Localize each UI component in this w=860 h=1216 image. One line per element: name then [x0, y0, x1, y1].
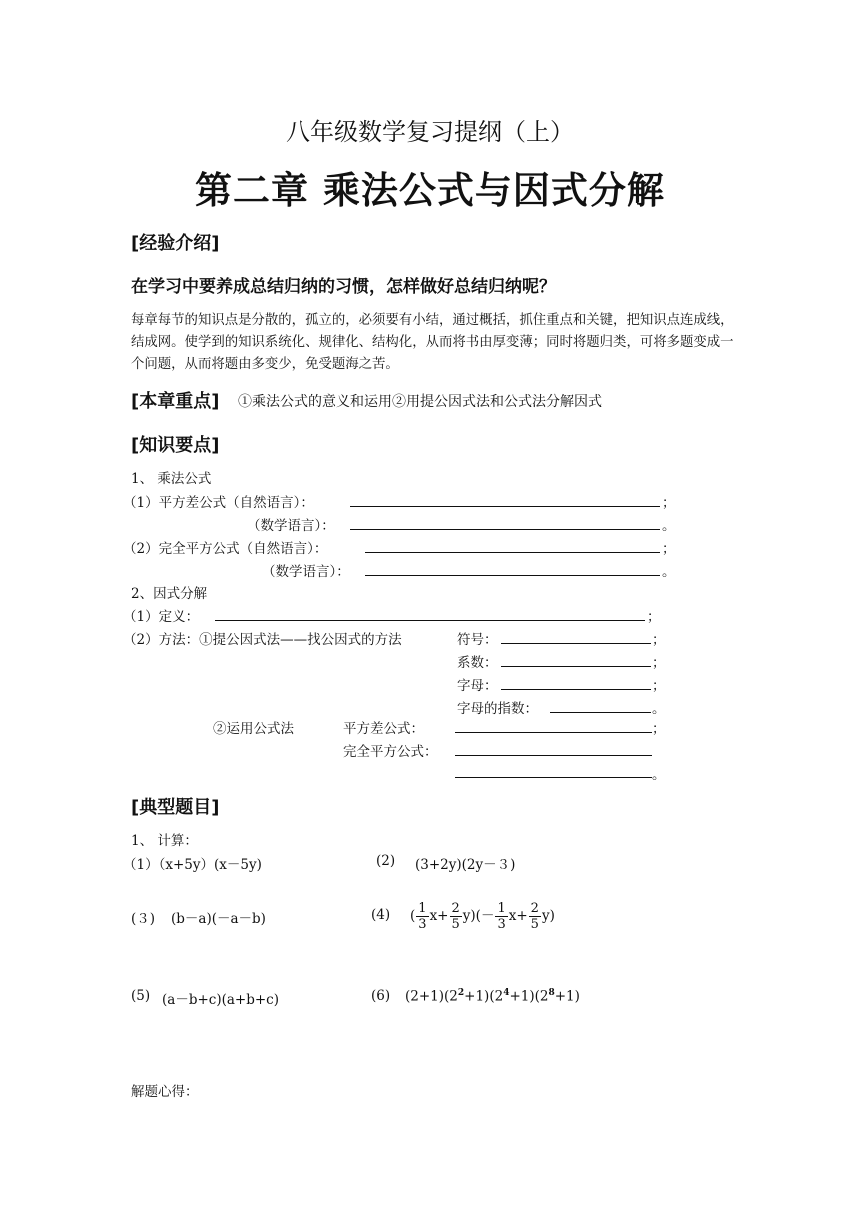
problem-6-text: (2+1)(2 — [405, 988, 458, 1005]
key-points-text: ①乘法公式的意义和运用②用提公因式法和公式法分解因式 — [238, 394, 602, 410]
chapter-title: 第二章 乘法公式与因式分解 — [195, 168, 665, 212]
exponent: 2 — [457, 988, 465, 998]
denominator: 3 — [418, 917, 427, 932]
answer-line[interactable] — [455, 777, 652, 778]
denominator: 5 — [451, 917, 460, 932]
answer-line[interactable] — [365, 575, 660, 576]
problem-4 — [410, 896, 555, 936]
problem-4-text: y) — [541, 908, 555, 924]
exponent-label: 字母的指数： — [457, 701, 538, 717]
answer-line[interactable] — [350, 506, 660, 507]
problem-4-number: (4) — [371, 907, 391, 923]
section1-title: 1、 乘法公式 — [131, 471, 212, 487]
problem-5: (a－b+c)(a+b+c) — [162, 992, 280, 1008]
period: 。 — [652, 701, 666, 717]
key-points-heading: [本章重点] — [131, 391, 220, 412]
letter-label: 字母： — [457, 678, 498, 694]
period: 。 — [652, 767, 666, 783]
numerator: 2 — [530, 901, 539, 916]
definition-label: （1）定义： — [123, 609, 200, 625]
problem-4-text: x+ — [508, 908, 528, 924]
problem-5-number: (5) — [131, 988, 151, 1004]
denominator: 5 — [530, 917, 539, 932]
experience-paragraph: 每章每节的知识点是分散的，孤立的，必须要有小结，通过概括，抓住重点和关键，把知识点连成线，结成网。使学到的知识系统化、规律化、结构化，从而将书由厚变薄；同时将题归类，可将多题变成一个问题，从而将题由多变少，免受题海之苦。 — [131, 313, 734, 372]
numerator: 2 — [451, 901, 460, 916]
exponent: 4 — [503, 988, 510, 998]
numerator: 1 — [497, 901, 506, 916]
perfect-square-math-label: （数学语言）： — [262, 564, 350, 580]
answer-line[interactable] — [455, 755, 652, 756]
problem-6-number: (6) — [371, 988, 391, 1004]
problems-heading: [典型题目] — [131, 797, 220, 818]
formula-method-label: ②运用公式法 — [213, 721, 294, 737]
semicolon: ； — [662, 495, 676, 511]
knowledge-heading: [知识要点] — [131, 435, 220, 456]
problem-4-text: ( — [410, 908, 416, 924]
answer-line[interactable] — [501, 666, 651, 667]
period: 。 — [662, 518, 676, 534]
section2-title: 2、因式分解 — [131, 586, 208, 602]
problem-6-text: +1)(2 — [509, 988, 549, 1005]
sign-label: 符号： — [457, 632, 498, 648]
answer-line[interactable] — [350, 529, 660, 530]
diff-squares-label: 平方差公式： — [343, 721, 424, 737]
problem-3-number: (３) — [131, 911, 156, 927]
method-label: （2）方法：①提公因式法——找公因式的方法 — [123, 632, 402, 648]
experience-heading: [经验介绍] — [131, 233, 220, 254]
semicolon: ； — [652, 655, 666, 671]
answer-line[interactable] — [455, 732, 652, 733]
fraction — [529, 901, 541, 932]
document-title: 八年级数学复习提纲（上） — [286, 118, 574, 146]
semicolon: ； — [652, 721, 666, 737]
answer-line[interactable] — [365, 552, 660, 553]
problem-2: (3+2y)(2y－３) — [415, 857, 516, 873]
exponent: 8 — [548, 988, 555, 998]
fraction — [416, 901, 428, 932]
semicolon: ； — [647, 609, 661, 625]
perfect-square-natural-label: （2）完全平方公式（自然语言）： — [123, 541, 328, 557]
problem-4-text: x+ — [429, 908, 449, 924]
numerator: 1 — [418, 901, 427, 916]
fraction — [450, 901, 462, 932]
answer-line[interactable] — [215, 620, 645, 621]
answer-line[interactable] — [550, 712, 651, 713]
problems-intro: 1、 计算： — [131, 833, 198, 849]
coefficient-label: 系数： — [457, 655, 498, 671]
answer-line[interactable] — [501, 643, 651, 644]
perfect-square-label: 完全平方公式： — [343, 744, 438, 760]
diff-squares-math-label: （数学语言）： — [247, 518, 335, 534]
period: 。 — [662, 564, 676, 580]
problem-3: (b－a)(－a－b) — [171, 911, 266, 927]
problem-6 — [405, 988, 580, 1005]
semicolon: ； — [652, 678, 666, 694]
semicolon: ； — [652, 632, 666, 648]
reflection-label: 解题心得： — [131, 1084, 199, 1100]
fraction — [495, 901, 507, 932]
semicolon: ； — [662, 541, 676, 557]
problem-1: （1）（x+5y）(x－5y) — [123, 857, 262, 873]
problem-2-number: (2) — [376, 853, 396, 869]
problem-6-text: +1)(2 — [464, 988, 504, 1005]
problem-6-text: +1) — [554, 988, 580, 1005]
experience-question: 在学习中要养成总结归纳的习惯，怎样做好总结归纳呢？ — [131, 277, 556, 297]
problem-4-text: y)(－ — [462, 908, 495, 924]
diff-squares-natural-label: （1）平方差公式（自然语言）： — [123, 495, 314, 511]
answer-line[interactable] — [501, 689, 651, 690]
denominator: 3 — [497, 917, 506, 932]
